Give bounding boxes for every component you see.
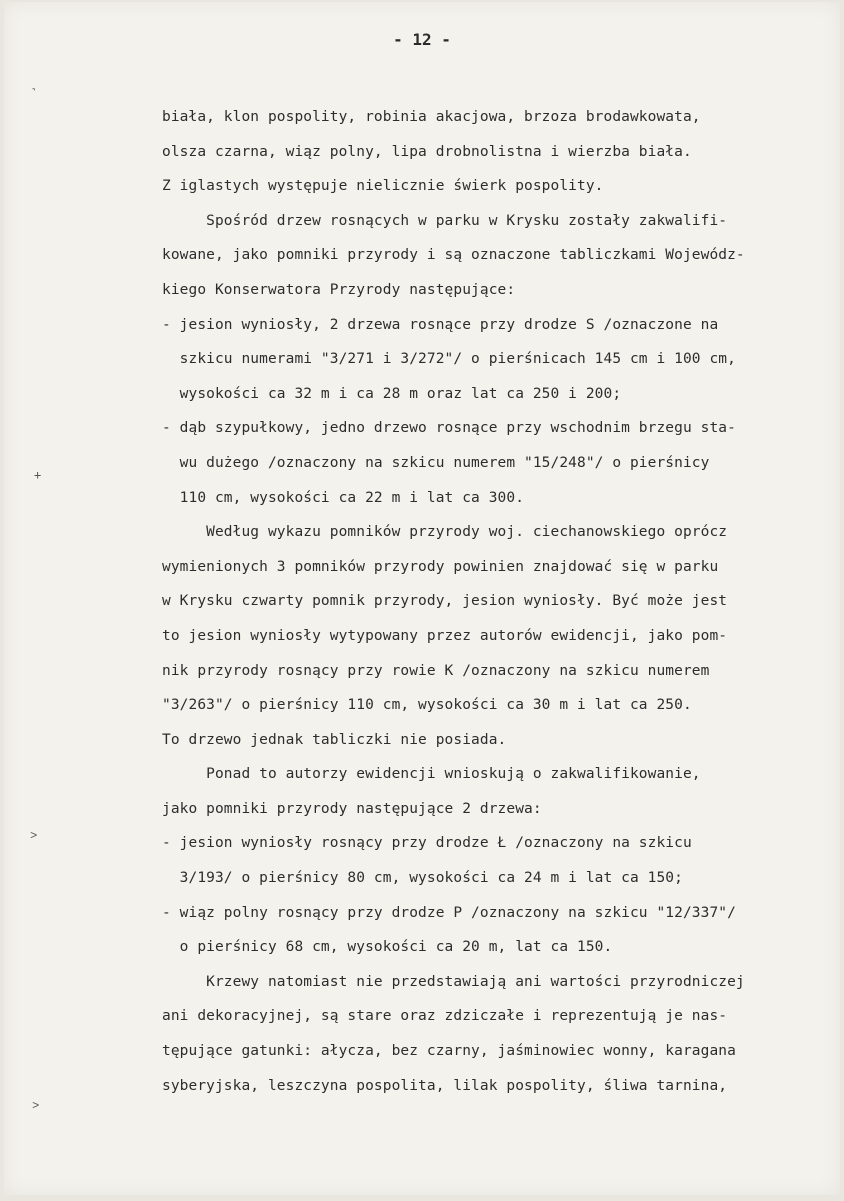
text-line: to jesion wyniosły wytypowany przez autorów ewidencji, jako pom- [162,627,728,644]
document-page [4,2,840,1195]
text-line: nik przyrody rosnący przy rowie K /oznaczony na szkicu numerem [162,662,710,679]
text-line: - wiąz polny rosnący przy drodze P /oznaczony na szkicu "12/337"/ [162,904,736,921]
text-line: ani dekoracyjnej, są stare oraz zdziczałe i reprezentują je nas- [162,1008,728,1025]
text-line: To drzewo jednak tabliczki nie posiada. [162,731,507,748]
text-line: kowane, jako pomniki przyrody i są oznaczone tabliczkami Wojewódz- [162,247,745,264]
text-line: syberyjska, leszczyna pospolita, lilak pospolity, śliwa tarnina, [162,1077,728,1094]
text-line: wu dużego /oznaczony na szkicu numerem "15/248"/ o pierśnicy [162,454,710,471]
text-line: Spośród drzew rosnących w parku w Krysku zostały zakwalifi- [162,212,728,229]
text-line: o pierśnicy 68 cm, wysokości ca 20 m, lat ca 150. [162,939,613,956]
text-line: 3/193/ o pierśnicy 80 cm, wysokości ca 24 m i lat ca 150; [162,870,683,887]
text-line: biała, klon pospolity, robinia akacjowa, brzoza brodawkowata, [162,109,701,125]
text-line: - jesion wyniosły rosnący przy drodze Ł /oznaczony na szkicu [162,835,692,852]
text-line: Krzewy natomiast nie przedstawiają ani wartości przyrodniczej [162,973,745,990]
text-line: - dąb szypułkowy, jedno drzewo rosnące przy wschodnim brzegu sta- [162,420,736,437]
text-line: - jesion wyniosły, 2 drzewa rosnące przy drodze S /oznaczone na [162,316,719,333]
text-line: Według wykazu pomników przyrody woj. ciechanowskiego oprócz [162,524,728,541]
text-line: wymienionych 3 pomników przyrody powinien znajdować się w parku [162,558,719,575]
text-line: kiego Konserwatora Przyrody następujące: [162,281,516,298]
text-line: w Krysku czwarty pomnik przyrody, jesion wyniosły. Być może jest [162,593,728,610]
margin-mark: ˺ [30,86,38,100]
text-line: tępujące gatunki: ałycza, bez czarny, jaśminowiec wonny, karagana [162,1043,736,1060]
text-line: 110 cm, wysokości ca 22 m i lat ca 300. [162,489,525,506]
text-line: olsza czarna, wiąz polny, lipa drobnolistna i wierzba biała. [162,143,692,160]
text-line: "3/263"/ o pierśnicy 110 cm, wysokości ca 30 m i lat ca 250. [162,697,692,714]
margin-mark: ˃ [30,828,38,842]
text-line: wysokości ca 32 m i ca 28 m oraz lat ca 250 i 200; [162,385,622,402]
margin-mark: + [34,468,42,482]
margin-mark: ˃ [32,1098,40,1112]
text-line: Ponad to autorzy ewidencji wnioskują o zakwalifikowanie, [162,766,701,783]
page-number: - 12 - [393,30,451,49]
body-text [162,100,834,1103]
text-line: jako pomniki przyrody następujące 2 drzewa: [162,800,542,817]
text-line: Z iglastych występuje nielicznie świerk pospolity. [162,178,604,195]
text-line: szkicu numerami "3/271 i 3/272"/ o pierśnicach 145 cm i 100 cm, [162,351,736,368]
